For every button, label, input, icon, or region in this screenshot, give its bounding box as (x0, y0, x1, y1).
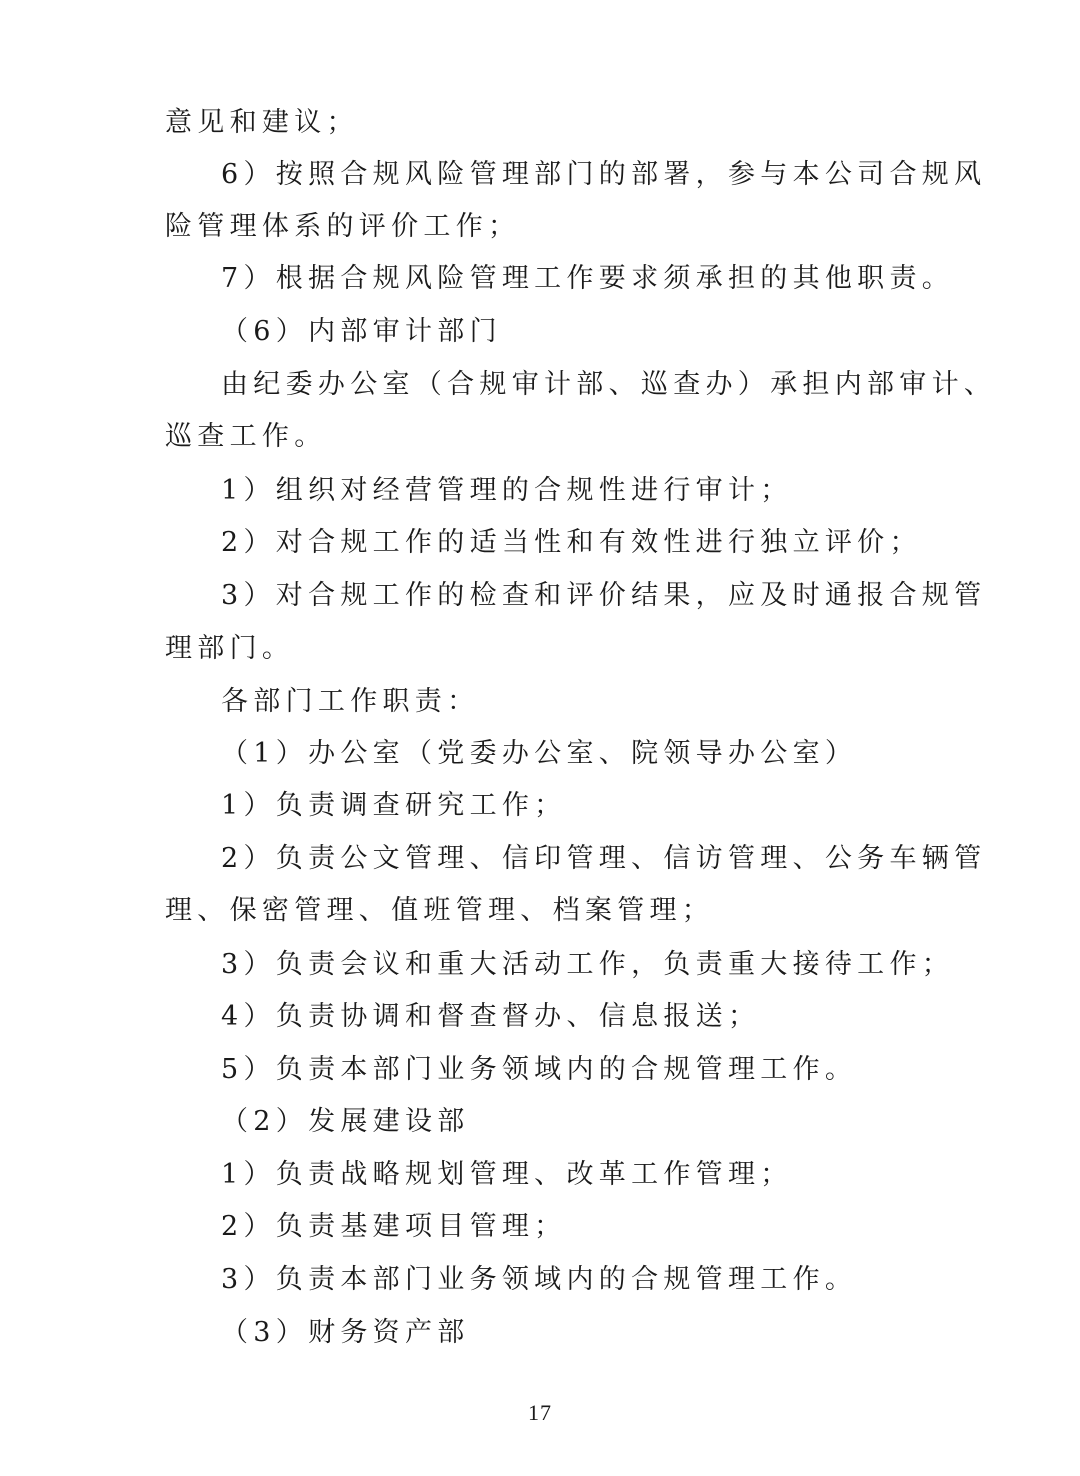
section-heading: （3）财务资产部 (221, 1317, 470, 1348)
text-line: 险管理体系的评价工作； (165, 211, 521, 242)
text-line: 意见和建议； (165, 107, 359, 138)
text-line: 2）负责基建项目管理； (221, 1211, 567, 1242)
text-line: 5）负责本部门业务领域内的合规管理工作。 (221, 1054, 858, 1085)
text-line: 4）负责协调和督查督办、信息报送； (221, 1001, 761, 1032)
text-line: 巡查工作。 (165, 421, 327, 452)
text-line: 2）负责公文管理、信印管理、信访管理、公务车辆管 (221, 843, 987, 874)
section-heading: （6）内部审计部门 (221, 316, 502, 347)
text-line: 理部门。 (165, 633, 295, 664)
section-heading: （2）发展建设部 (221, 1106, 470, 1137)
text-line: 1）负责战略规划管理、改革工作管理； (221, 1159, 793, 1190)
text-line: 7）根据合规风险管理工作要求须承担的其他职责。 (221, 263, 955, 294)
text-line: 理、保密管理、值班管理、档案管理； (165, 895, 715, 926)
text-line: 由纪委办公室（合规审计部、巡查办）承担内部审计、 (221, 369, 997, 400)
text-line: 3）对合规工作的检查和评价结果，应及时通报合规管 (221, 580, 987, 611)
text-line: 3）负责会议和重大活动工作，负责重大接待工作； (221, 949, 955, 980)
page-number: 17 (528, 1400, 552, 1425)
text-line: 各部门工作职责： (221, 686, 480, 717)
text-line: 1）负责调查研究工作； (221, 790, 567, 821)
section-heading: （1）办公室（党委办公室、院领导办公室） (221, 738, 858, 769)
text-line: 6）按照合规风险管理部门的部署，参与本公司合规风 (221, 159, 987, 190)
text-line: 2）对合规工作的适当性和有效性进行独立评价； (221, 527, 922, 558)
text-line: 3）负责本部门业务领域内的合规管理工作。 (221, 1264, 858, 1295)
text-line: 1）组织对经营管理的合规性进行审计； (221, 475, 793, 506)
